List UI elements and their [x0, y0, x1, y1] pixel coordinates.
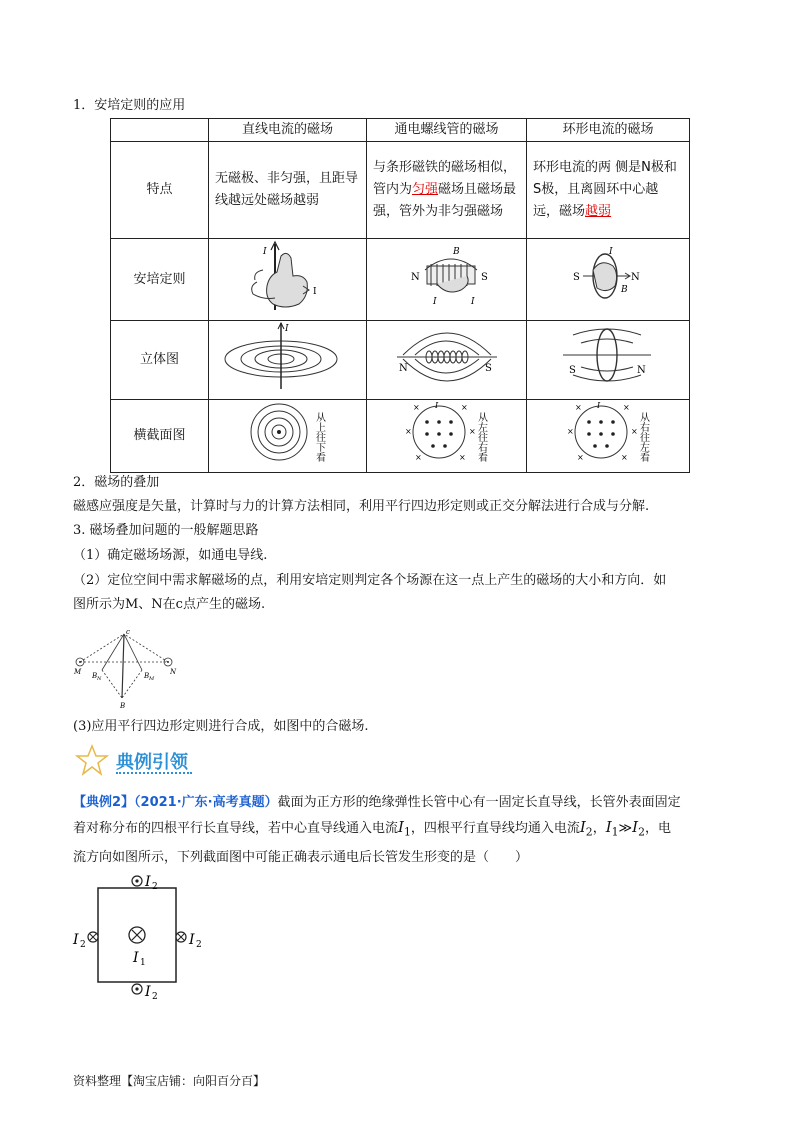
fig-label-i-2: I [313, 286, 317, 297]
top-wire-label: I [145, 874, 151, 890]
fig-ampere-ring [527, 239, 690, 321]
fig-label-i-7: I [435, 401, 439, 410]
title-underline [116, 772, 192, 774]
tube-cross-section-figure [70, 868, 220, 1008]
point-c-label: c [126, 628, 130, 636]
fig-label-b: B [453, 246, 460, 257]
x-mark: × [405, 427, 412, 436]
ampere-rule-table [110, 118, 690, 473]
fig-3d-solenoid [367, 321, 527, 400]
section-3-title: 3. 磁场叠加问题的一般解题思路 [73, 523, 259, 538]
x-mark: × [631, 427, 638, 436]
top-wire-sub: 2 [152, 882, 158, 892]
fig-3d-straight [209, 321, 367, 400]
current-i1-b: I [605, 818, 612, 836]
current-i1: I [398, 818, 404, 836]
fig-label-s-2: S [573, 271, 580, 283]
vector-bm-label: B [144, 672, 150, 680]
point-m-label: M [74, 668, 82, 676]
footer-text: 资料整理【淘宝店铺：向阳百分百】 [73, 1074, 266, 1088]
bottom-wire-label: I [145, 984, 151, 1000]
x-mark: × [459, 453, 466, 462]
section-3-step1: （1）确定磁场场源，如通电导线. [73, 548, 268, 563]
right-hand-wire-figure [215, 240, 361, 312]
row-label-ampere: 安培定则 [111, 239, 209, 321]
fig-label-i-6: I [285, 324, 289, 334]
example-paragraph [73, 790, 733, 870]
vector-bn-sub: N [97, 676, 102, 682]
current-i2-sub: 2 [585, 825, 593, 839]
fig-view-top: 从上往下看 [313, 412, 325, 462]
table-header-solenoid: 通电螺线管的磁场 [367, 119, 527, 142]
example-text-b1: 着对称分布的四根平行长直导线，若中心直导线通入电流 [73, 821, 399, 836]
fig-label-n-2: N [631, 271, 640, 283]
table-header-row [111, 119, 690, 142]
fig-label-n: N [411, 271, 420, 283]
example-text-b4: ，电 [644, 821, 671, 836]
x-mark: × [461, 403, 468, 412]
left-wire-label: I [73, 932, 79, 948]
star-icon [75, 744, 109, 776]
section-3-step3: (3)应用平行四边形定则进行合成，如图中的合磁场. [73, 719, 369, 734]
fig-ampere-straight [209, 239, 367, 321]
feature-straight: 无磁极、非匀强，且距导线越远处磁场越弱 [209, 142, 367, 239]
solenoid-cross-figure [373, 400, 521, 464]
row-label-features: 特点 [111, 142, 209, 239]
feature-ring [527, 142, 690, 239]
left-wire-sub: 2 [80, 940, 86, 950]
right-wire-label: I [189, 932, 195, 948]
x-mark: × [567, 427, 574, 436]
table-header-ring: 环形电流的磁场 [527, 119, 690, 142]
fig-cross-ring [527, 400, 690, 473]
row-label-3d: 立体图 [111, 321, 209, 400]
vector-bm-sub: M [149, 676, 155, 682]
right-hand-solenoid-figure [373, 240, 521, 312]
center-wire-label: I [133, 950, 139, 966]
section-3-step2b: 图所示为M、N在c点产生的磁场. [73, 597, 266, 612]
feature-solenoid-text-b: 磁场且磁场最强，管外为非匀强磁场 [373, 182, 517, 219]
fig-label-n-4: N [637, 365, 646, 376]
x-mark: × [469, 427, 476, 436]
feature-solenoid-highlight: 匀强 [412, 182, 439, 197]
example-line-2 [73, 815, 733, 845]
example-text-a: 截面为正方形的绝缘弹性长管中心有一固定长直导线，长管外表面固定 [277, 795, 681, 810]
x-mark: × [623, 403, 630, 412]
table-header-blank [111, 119, 209, 142]
example-line-1 [73, 790, 733, 815]
section-2-text: 磁感应强度是矢量，计算时与力的计算方法相同，利用平行四边形定则或正交分解法进行合成与分解. [73, 499, 650, 514]
field-superposition-figure [72, 626, 184, 710]
feature-solenoid-text-a: 与条形磁铁的磁场相似，管内为 [373, 160, 517, 197]
example-text-b3: ， [592, 821, 606, 836]
vector-bn-label: B [92, 672, 98, 680]
table-row-3d [111, 321, 690, 400]
center-wire-sub: 1 [140, 958, 146, 968]
fig-label-s-4: S [569, 365, 576, 376]
fig-label-i-8: I [597, 401, 601, 410]
example-line-3: 流方向如图所示，下列截面图中可能正确表示通电后长管发生形变的是（ ） [73, 849, 529, 865]
ring-3d-figure [533, 321, 683, 391]
fig-cross-straight [209, 400, 367, 473]
fig-view-right: 从右往左看 [637, 412, 649, 462]
x-mark: × [577, 453, 584, 462]
feature-ring-highlight: 越弱 [585, 204, 612, 219]
straight-wire-cross-figure [215, 400, 361, 464]
fig-label-i-4: I [471, 296, 475, 307]
table-header-straight: 直线电流的磁场 [209, 119, 367, 142]
straight-wire-3d-figure [215, 321, 361, 391]
current-i2: I [579, 818, 586, 836]
current-i1-sub-b: 1 [611, 825, 619, 839]
fig-label-s: S [481, 271, 488, 283]
x-mark: × [415, 453, 422, 462]
section-2-title: 2．磁场的叠加 [73, 475, 160, 490]
solenoid-3d-figure [373, 321, 521, 391]
fig-ampere-solenoid [367, 239, 527, 321]
example-text-b2: ，四根平行直导线均通入电流 [410, 821, 580, 836]
x-mark: × [621, 453, 628, 462]
current-i2-sub-b: 2 [638, 825, 645, 839]
feature-ring-text: 环形电流的两 侧是N极和S极，且离圆环中心越远，磁场 [533, 160, 677, 219]
ring-cross-figure [533, 400, 683, 464]
fig-label-i-5: I [609, 246, 613, 257]
row-label-cross-section: 横截面图 [111, 400, 209, 473]
section-3-step2a: （2）定位空间中需求解磁场的点，利用安培定则判定各个场源在这一点上产生的磁场的大小和方向．如 [73, 573, 667, 588]
fig-label-b-2: B [621, 284, 628, 295]
right-hand-ring-figure [533, 240, 683, 312]
much-greater-sign: ≫ [618, 821, 633, 836]
fig-view-left: 从左往右看 [475, 412, 487, 462]
fig-label-i: I [263, 246, 267, 257]
fig-label-i-3: I [433, 296, 437, 307]
table-row-ampere [111, 239, 690, 321]
example-section-title: 典例引领 [116, 752, 188, 773]
right-wire-sub: 2 [196, 940, 202, 950]
fig-label-n-3: N [399, 363, 408, 374]
bottom-wire-sub: 2 [152, 992, 158, 1002]
section-1-title: 1．安培定则的应用 [73, 98, 186, 113]
fig-3d-ring [527, 321, 690, 400]
example-tag: 【典例2】 [73, 795, 135, 810]
x-mark: × [413, 403, 420, 412]
fig-cross-solenoid [367, 400, 527, 473]
current-i2-b: I [632, 818, 639, 836]
vector-b-label: B [120, 702, 126, 710]
table-row-features [111, 142, 690, 239]
point-n-label: N [170, 668, 177, 676]
fig-label-s-3: S [485, 363, 492, 374]
example-source: （2021·广东·高考真题） [134, 795, 278, 810]
table-row-cross-section [111, 400, 690, 473]
x-mark: × [575, 403, 582, 412]
feature-solenoid [367, 142, 527, 239]
current-i1-sub: 1 [403, 825, 411, 839]
